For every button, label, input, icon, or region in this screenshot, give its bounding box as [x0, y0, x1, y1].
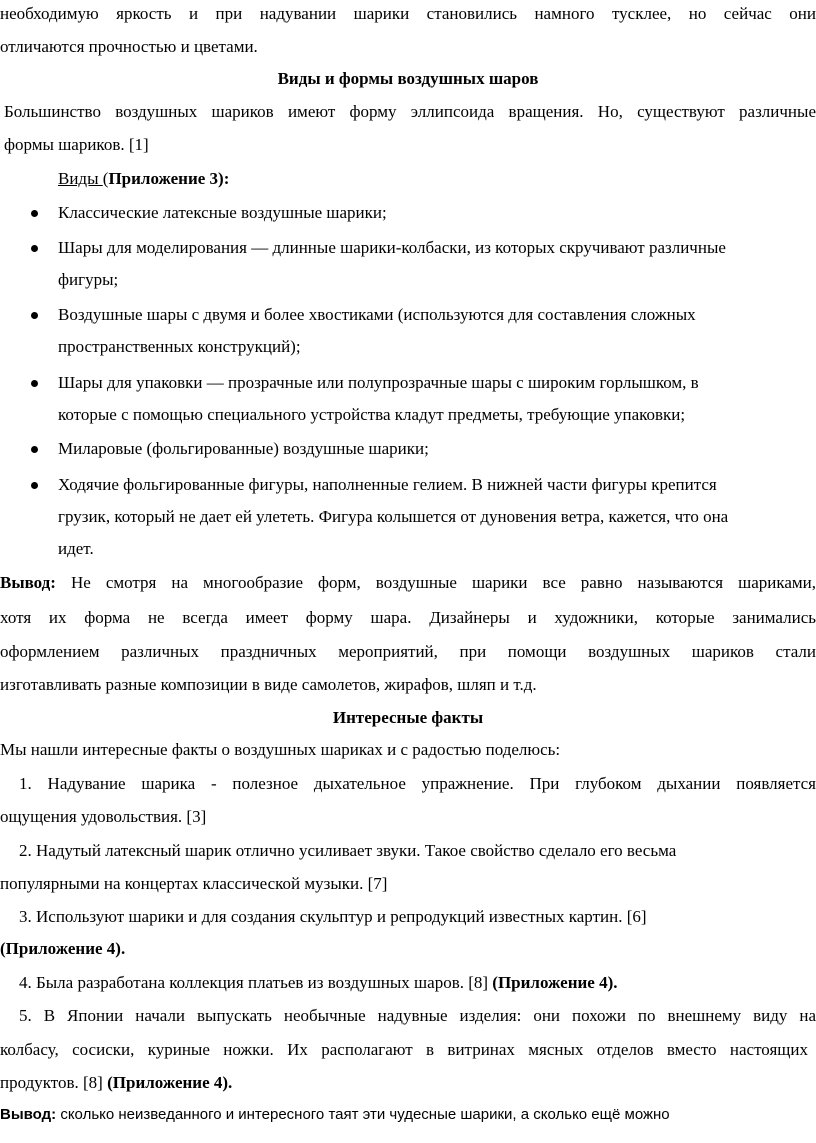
intro-line-2: отличаются прочностью и цветами. — [0, 37, 258, 56]
section1-paragraph-line-1: Большинство воздушных шариков имеют форму эллипсоида вращения. Но, существуют различные — [4, 102, 816, 121]
bullet-dot-icon — [31, 380, 38, 387]
kinds-label: Виды (Приложение 3): — [58, 169, 230, 188]
bullet-dot-icon — [31, 446, 38, 453]
list-item-continued: ощущения удовольствия. [3] — [0, 807, 207, 826]
list-item: Воздушные шары с двумя и более хвостиками (используются для составления сложных — [58, 305, 696, 324]
list-item-continued: колбасу, сосиски, куриные ножки. Их располагают в витринах мясных отделов вместо настоящих — [0, 1040, 808, 1059]
list-item-continued: фигуры; — [58, 270, 119, 289]
list-item-continued: которые с помощью специального устройства кладут предметы, требующие упаковки; — [58, 405, 686, 424]
conclusion-line-2: хотя их форма не всегда имеет форму шара. Дизайнеры и художники, которые занимались — [0, 608, 816, 627]
bullet-dot-icon — [31, 210, 38, 217]
list-item: Миларовые (фольгированные) воздушные шарики; — [58, 439, 429, 458]
list-item: 2. Надутый латексный шарик отлично усиливает звуки. Такое свойство сделало его весьма — [19, 841, 677, 860]
list-item: Шары для моделирования — длинные шарики-колбаски, из которых скручивают различные — [58, 238, 726, 257]
list-item: Классические латексные воздушные шарики; — [58, 203, 387, 222]
bullet-dot-icon — [31, 312, 38, 319]
list-item-continued: грузик, который не дает ей улететь. Фигура колышется от дуновения ветра, кажется, что она — [58, 507, 729, 526]
conclusion-line-4: изготавливать разные композиции в виде самолетов, жирафов, шляп и т.д. — [0, 675, 537, 694]
list-item-continued: идет. — [58, 539, 94, 558]
list-item: Шары для упаковки — прозрачные или полупрозрачные шары с широким горлышком, в — [58, 373, 699, 392]
list-item: 5. В Японии начали выпускать необычные надувные изделия: они похожи по внешнему виду на — [19, 1006, 816, 1025]
bullet-dot-icon — [31, 245, 38, 252]
bullet-dot-icon — [31, 482, 38, 489]
list-item-continued: популярными на концертах классической музыки. [7] — [0, 874, 388, 893]
conclusion-line-1: Вывод: Не смотря на многообразие форм, воздушные шарики все равно называются шариками, — [0, 573, 816, 592]
final-conclusion: Вывод: сколько неизведанного и интересного таят эти чудесные шарики, а сколько ещё можно — [0, 1106, 670, 1123]
list-item: 1. Надувание шарика - полезное дыхательное упражнение. При глубоком дыхании появляется — [19, 774, 816, 793]
facts-intro: Мы нашли интересные факты о воздушных шариках и с радостью поделюсь: — [0, 740, 561, 759]
section1-paragraph-line-2: формы шариков. [1] — [4, 135, 149, 154]
list-item-continued: пространственных конструкций); — [58, 337, 301, 356]
list-item-appendix: (Приложение 4). — [0, 939, 126, 958]
section-heading-kinds: Виды и формы воздушных шаров — [277, 69, 539, 88]
list-item: 3. Используют шарики и для создания скульптур и репродукций известных картин. [6] — [19, 907, 647, 926]
list-item-continued: продуктов. [8] (Приложение 4). — [0, 1073, 233, 1092]
intro-line-1: необходимую яркость и при надувании шарики становились намного тусклее, но сейчас они — [0, 4, 816, 23]
list-item: Ходячие фольгированные фигуры, наполненные гелием. В нижней части фигуры крепится — [58, 475, 717, 494]
conclusion-line-3: оформлением различных праздничных мероприятий, при помощи воздушных шариков стали — [0, 642, 816, 661]
list-item: 4. Была разработана коллекция платьев из воздушных шаров. [8] (Приложение 4). — [19, 973, 618, 992]
section-heading-facts: Интересные факты — [332, 708, 484, 727]
